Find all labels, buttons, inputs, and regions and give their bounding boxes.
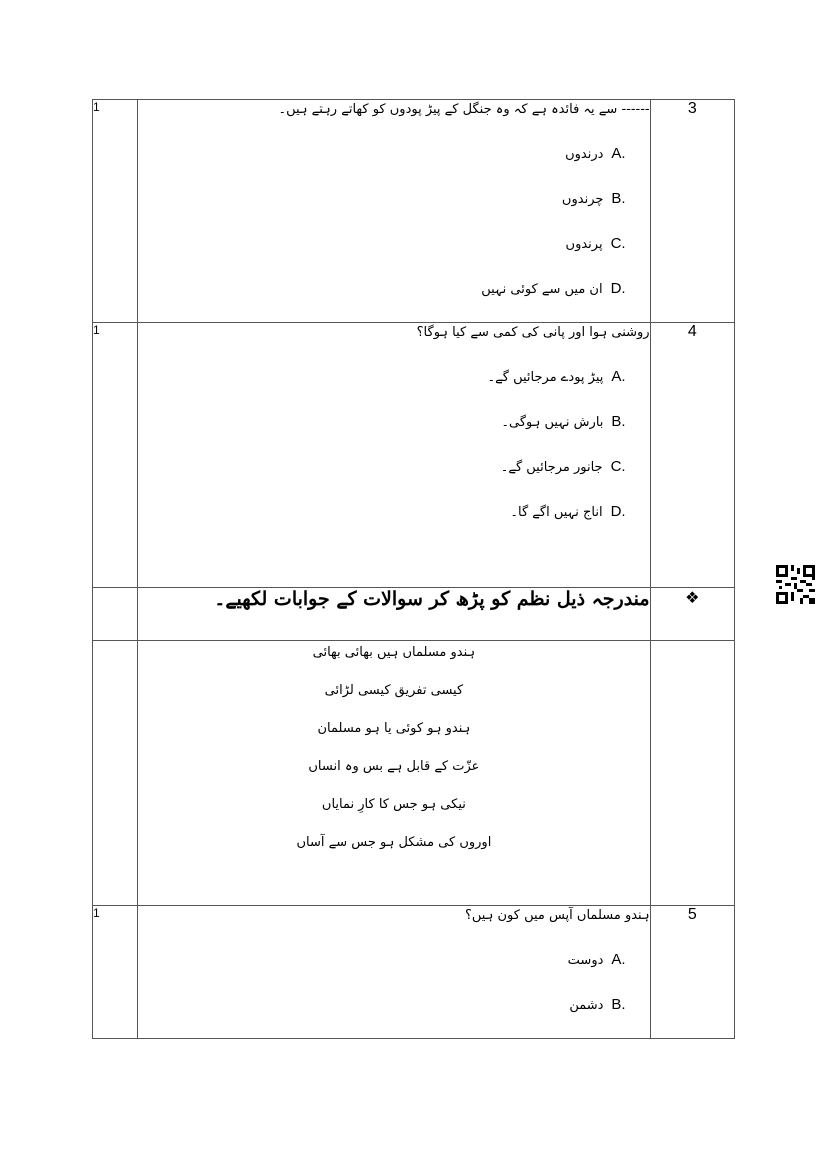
poem-line: ہندو مسلماں ہیں بھائی بھائی bbox=[312, 645, 476, 660]
section-heading-row bbox=[93, 588, 735, 641]
option-b: B.بارش نہیں ہوگی۔ bbox=[501, 413, 626, 430]
option-d: D.اناج نہیں اگے گا۔ bbox=[510, 503, 626, 520]
option-c: C.پرندوں bbox=[565, 235, 626, 252]
option-a: A.دوست bbox=[567, 951, 626, 968]
option-d: D.ان میں سے کوئی نہیں bbox=[481, 280, 626, 297]
question-body bbox=[138, 100, 650, 323]
section-heading: مندرجہ ذیل نظم کو پڑھ کر سوالات کے جوابات لکھیے۔ bbox=[138, 588, 650, 641]
poem-line: نیکی ہو جس کا کارِ نمایاں bbox=[321, 797, 466, 812]
empty-number-cell bbox=[650, 641, 734, 906]
poem-line: اوروں کی مشکل ہو جس سے آساں bbox=[296, 835, 492, 850]
poem bbox=[138, 641, 650, 906]
bullet-icon: ❖ bbox=[650, 588, 734, 641]
question-row-3 bbox=[93, 100, 735, 323]
question-table bbox=[92, 99, 735, 1039]
question-body bbox=[138, 323, 650, 588]
poem-line: عزّت کے قابل ہے بس وہ انساں bbox=[308, 759, 480, 774]
question-number: 3 bbox=[650, 100, 734, 323]
poem-row bbox=[93, 641, 735, 906]
option-a: A.پیڑ پودے مرجائیں گے۔ bbox=[487, 368, 626, 385]
poem-line: کیسی تفریق کیسی لڑائی bbox=[324, 683, 464, 698]
poem-line: ہندو ہو کوئی یا ہو مسلمان bbox=[317, 721, 471, 736]
marks-cell: 1 bbox=[93, 100, 138, 323]
option-b: B.دشمن bbox=[569, 996, 626, 1013]
question-row-4 bbox=[93, 323, 735, 588]
option-c: C.جانور مرجائیں گے۔ bbox=[500, 458, 626, 475]
question-body bbox=[138, 906, 650, 1039]
question-number: 5 bbox=[650, 906, 734, 1039]
question-number: 4 bbox=[650, 323, 734, 588]
marks-cell: 1 bbox=[93, 906, 138, 1039]
qr-code-icon bbox=[776, 565, 815, 604]
question-row-5 bbox=[93, 906, 735, 1039]
option-b: B.چرندوں bbox=[561, 190, 626, 207]
empty-marks-cell bbox=[93, 588, 138, 641]
marks-cell: 1 bbox=[93, 323, 138, 588]
option-a: A.درندوں bbox=[565, 145, 626, 162]
empty-marks-cell bbox=[93, 641, 138, 906]
question-text: روشنی ہوا اور پانی کی کمی سے کیا ہوگا؟ bbox=[416, 325, 650, 340]
question-text: ہندو مسلماں آپس میں کون ہیں؟ bbox=[465, 908, 650, 923]
question-text: ------ سے یہ فائدہ ہے کہ وہ جنگل کے پیڑ پودوں کو کھاتے رہتے ہیں۔ bbox=[278, 102, 650, 117]
